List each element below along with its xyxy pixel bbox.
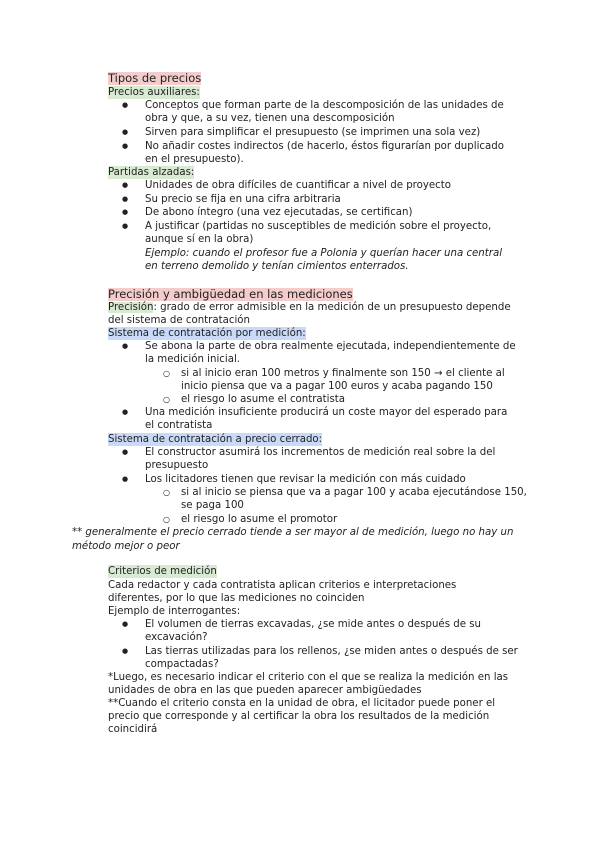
label-precision: Precisión (108, 302, 154, 313)
list-item: ● Las tierras utilizadas para los rellenos, ¿se miden antes o después de ser (145, 645, 518, 658)
precision-definition-cont: del sistema de contratación (108, 315, 250, 326)
list-item-cont: el contratista (145, 420, 213, 431)
list-item-cont: presupuesto (145, 460, 209, 471)
paragraph: diferentes, por lo que las mediciones no coinciden (108, 593, 365, 604)
example-text: en terreno demolido y tenían cimientos enterrados. (145, 261, 409, 272)
note-text: método mejor o peor (72, 541, 180, 552)
example-text: Ejemplo: cuando el profesor fue a Polonia y querían hacer una central (145, 248, 503, 259)
list-item: ● El volumen de tierras excavadas, ¿se mide antes o después de su (145, 618, 481, 631)
list-item-cont: obra y que, a su vez, tienen una descomposición (145, 113, 395, 124)
note-text: **Cuando el criterio consta en la unidad de obra, el licitador puede poner el (108, 698, 496, 709)
label-partidas-alzadas: Partidas alzadas: (108, 167, 195, 178)
list-item: ● Los licitadores tienen que revisar la medición con más cuidado (145, 473, 466, 486)
sub-list-item: ○ si al inicio se piensa que va a pagar 100 y acaba ejecutándose 150, (181, 486, 527, 499)
list-item: ● El constructor asumirá los incrementos de medición real sobre la del (145, 446, 495, 459)
list-item: ● Una medición insuficiente producirá un coste mayor del esperado para (145, 406, 507, 419)
list-item: ● Su precio se fija en una cifra arbitraria (145, 193, 341, 206)
section-title-tipos-de-precios: Tipos de precios (108, 71, 202, 85)
list-item-cont: la medición inicial. (145, 354, 241, 365)
paragraph: Cada redactor y cada contratista aplican criterios e interpretaciones (108, 580, 457, 591)
note-text: ** generalmente el precio cerrado tiende a ser mayor al de medición, luego no hay un (72, 527, 514, 538)
note-text: unidades de obra en las que pueden aparecer ambigüedades (108, 685, 422, 696)
list-item: ● A justificar (partidas no susceptibles de medición sobre el proyecto, (145, 220, 491, 233)
sub-list-item: ○ el riesgo lo asume el contratista (181, 393, 345, 406)
note-text: precio que corresponde y al certificar la obra los resultados de la medición (108, 711, 490, 722)
list-item-cont: aunque sí en la obra) (145, 234, 254, 245)
label-contratacion-precio-cerrado: Sistema de contratación a precio cerrado: (108, 434, 323, 445)
precision-line (108, 301, 511, 314)
list-item: ● Se abona la parte de obra realmente ejecutada, independientemente de (145, 340, 516, 353)
section-title-criterios: Criterios de medición (108, 566, 217, 577)
note-text: *Luego, es necesario indicar el criterio con el que se realiza la medición en las (108, 672, 509, 683)
list-item-cont: en el presupuesto). (145, 154, 244, 165)
label-precios-auxiliares: Precios auxiliares: (108, 87, 200, 98)
list-item: ● No añadir costes indirectos (de hacerlo, éstos figurarían por duplicado (145, 140, 504, 153)
sub-list-item-cont: inicio piensa que va a pagar 100 euros y acaba pagando 150 (181, 381, 493, 392)
precision-definition: : grado de error admisible en la medición de un presupuesto depende (153, 302, 511, 313)
list-item-cont: excavación? (145, 632, 208, 643)
list-item: ● Sirven para simplificar el presupuesto (se imprimen una sola vez) (145, 126, 480, 139)
sub-list-item-cont: se paga 100 (181, 500, 244, 511)
list-item: ● De abono íntegro (una vez ejecutadas, se certifican) (145, 206, 412, 219)
note-text: coincidirá (108, 724, 158, 735)
list-item: ● Unidades de obra difíciles de cuantificar a nivel de proyecto (145, 179, 451, 192)
list-item: ● Conceptos que forman parte de la descomposición de las unidades de (145, 99, 504, 112)
list-item-cont: compactadas? (145, 659, 219, 670)
sub-list-item: ○ el riesgo lo asume el promotor (181, 513, 337, 526)
section-title-precision: Precisión y ambigüedad en las mediciones (108, 287, 353, 301)
paragraph: Ejemplo de interrogantes: (108, 606, 241, 617)
label-contratacion-medicion: Sistema de contratación por medición: (108, 328, 306, 339)
sub-list-item: ○ si al inicio eran 100 metros y finalmente son 150 → el cliente al (181, 367, 505, 380)
